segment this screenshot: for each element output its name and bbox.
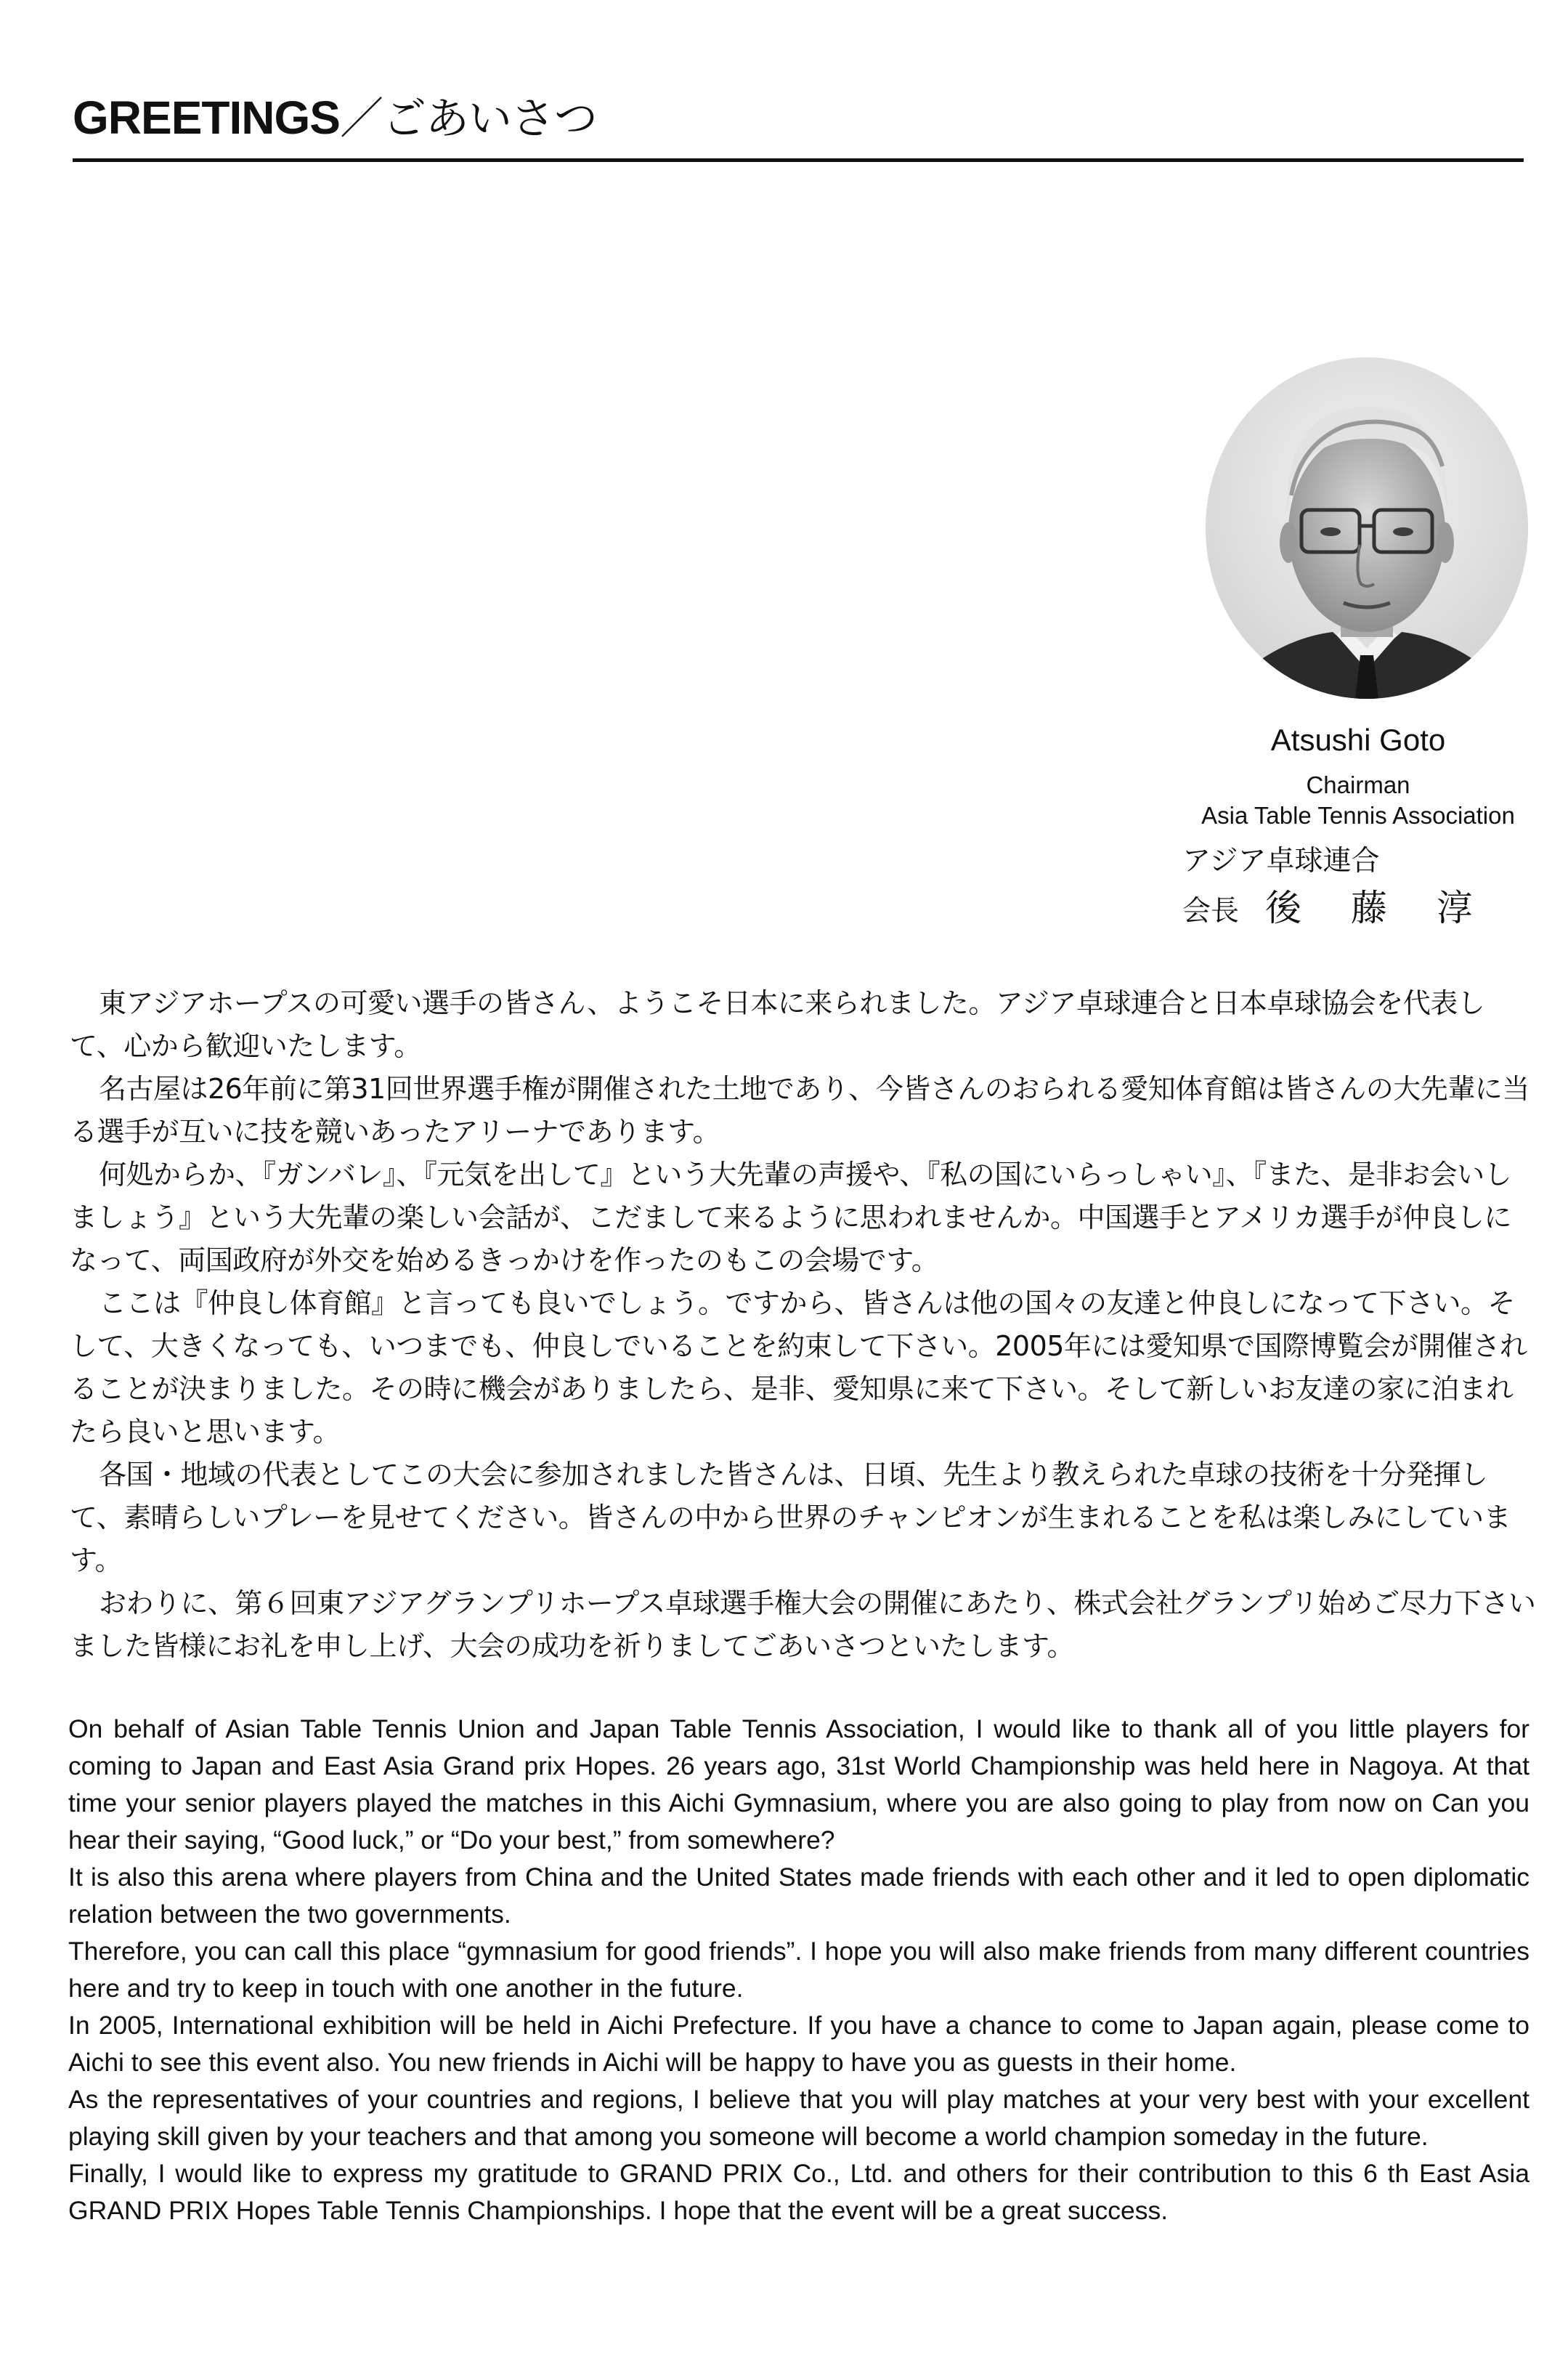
page-title bbox=[73, 89, 597, 148]
author-signature-english bbox=[1162, 719, 1554, 831]
author-organization-jp: アジア卓球連合 bbox=[1182, 845, 1380, 878]
title-underline bbox=[73, 158, 1524, 162]
author-signature-japanese bbox=[1182, 841, 1553, 933]
japanese-greeting-body bbox=[70, 982, 1538, 1668]
japanese-paragraph: 名古屋は26年前に第31回世界選手権が開催された土地であり、今皆さんのおられる愛知体育館は皆さんの大先輩に当る選手が互いに技を競いあったアリーナであります。 bbox=[70, 1073, 1530, 1148]
author-title: Chairman bbox=[1306, 771, 1410, 798]
page-title-japanese: ／ごあいさつ bbox=[339, 94, 597, 145]
english-paragraph: Finally, I would like to express my gratitude to GRAND PRIX Co., Ltd. and others for their contribution to this 6 th East Asia GRAND PRIX Hopes Table Tennis Championships. I hope that the event will be a great success. bbox=[68, 2159, 1530, 2225]
english-paragraph: In 2005, International exhibition will be held in Aichi Prefecture. If you have a chance to come to Japan again, please come to Aichi to see this event also. You new friends in Aichi will be happy to have you as guests in their home. bbox=[68, 2011, 1530, 2077]
japanese-paragraph: 東アジアホープスの可愛い選手の皆さん、ようこそ日本に来られました。アジア卓球連合と日本卓球協会を代表して、心から歓迎いたします。 bbox=[70, 987, 1485, 1062]
japanese-paragraph: ここは『仲良し体育館』と言っても良いでしょう。ですから、皆さんは他の国々の友達と仲良しになって下さい。そして、大きくなっても、いつまでも、仲良しでいることを約束して下さい。2005年には愛知県で国際博覧会が開催されることが決まりました。その時に機会がありましたら、是非、愛知県に来て下さい。そして新しいお友達の家に泊まれたら良いと思います。 bbox=[70, 1287, 1527, 1448]
japanese-paragraph: おわりに、第６回東アジアグランプリホープス卓球選手権大会の開催にあたり、株式会社グランプリ始めご尽力下さいました皆様にお礼を申し上げ、大会の成功を祈りましてごあいさつといたします。 bbox=[70, 1587, 1536, 1662]
english-greeting-body bbox=[68, 1711, 1530, 2229]
english-paragraph: On behalf of Asian Table Tennis Union and Japan Table Tennis Association, I would like to thank all of you little players for coming to Japan and East Asia Grand prix Hopes. 26 years ago, 31st World Championship was held here in Nagoya. At that time your senior players played the matches in this Aichi Gymnasium, where you are also going to play from now on Can you hear their saying, “Good luck,” or “Do your best,” from somewhere? bbox=[68, 1714, 1530, 1855]
author-organization: Asia Table Tennis Association bbox=[1201, 802, 1515, 829]
author-title-jp: 会長 bbox=[1182, 895, 1240, 928]
japanese-paragraph: 何処からか、『ガンバレ』、『元気を出して』という大先輩の声援や、『私の国にいらっしゃい』、『また、是非お会いしましょう』という大先輩の楽しい会話が、こだまして来るように思われませんか。中国選手とアメリカ選手が仲良しになって、両国政府が外交を始めるきっかけを作ったのもこの会場です。 bbox=[70, 1159, 1512, 1276]
japanese-paragraph: 各国・地域の代表としてこの大会に参加されました皆さんは、日頃、先生より教えられた卓球の技術を十分発揮して、素晴らしいプレーを見せてください。皆さんの中から世界のチャンピオンが生まれることを私は楽しみにしています。 bbox=[70, 1459, 1511, 1576]
author-name: Atsushi Goto bbox=[1270, 723, 1446, 757]
english-paragraph: Therefore, you can call this place “gymnasium for good friends”. I hope you will also make friends from many different countries here and try to keep in touch with one another in the future. bbox=[68, 1937, 1530, 2003]
page-title-english: GREETINGS bbox=[73, 92, 340, 144]
english-paragraph: It is also this arena where players from China and the United States made friends with each other and it led to open diplomatic relation between the two governments. bbox=[68, 1863, 1530, 1929]
author-name-jp: 後藤淳 bbox=[1265, 887, 1523, 929]
author-name-line-jp bbox=[1182, 886, 1553, 933]
english-paragraph: As the representatives of your countries and regions, I believe that you will play matches at your very best with your excellent playing skill given by your teachers and that among you someone will become a world champion someday in the future. bbox=[68, 2085, 1530, 2151]
author-portrait bbox=[1206, 357, 1528, 699]
